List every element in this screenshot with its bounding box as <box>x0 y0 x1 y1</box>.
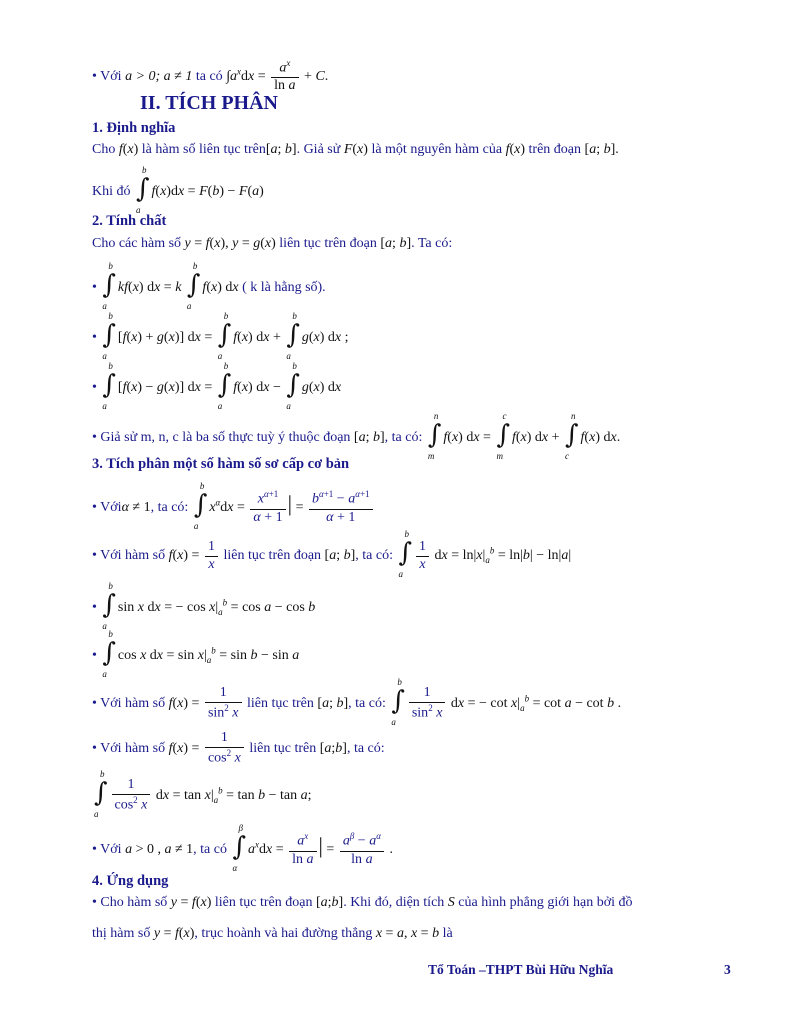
elementary-2: • Với hàm số f(x) = $\frac{1}{x}$ liên tục trên đoạn [a; b], ta có: b ∫ a $\frac{1}{x}$ dx = $\ln|x|_a^b = \ln|b| - \ln|a|$ <box>92 529 572 580</box>
elementary-ax: • Với a > 0 , a ≠ 1, ta có β ∫ α $a^xdx$ = $\frac{a^x}{\text{ln a}}$ | = $\frac{a^\beta - a^\alpha}{\text{ln a}}$ . <box>92 823 393 874</box>
el-text: , ta có: <box>348 696 386 712</box>
heading-applications: 4. Ứng dụng <box>92 873 169 889</box>
def-text: trên đoạn <box>528 142 582 157</box>
el-text: , ta có: <box>150 500 189 516</box>
definition-line: Cho f(x) là hàm số liên tục trên[a; b]. Giả sử F(x) là một nguyên hàm của f(x) trên đoạn [a; b]. <box>92 142 619 157</box>
prop-text: • Giả sử m, n, c là ba số thực tuỳ ý thuộc đoạn <box>92 430 351 446</box>
prop-note: ( k là hằng số). <box>242 280 326 296</box>
el-text: , ta có <box>193 842 227 858</box>
prop-text: Cho các hàm số <box>92 236 182 251</box>
def-text: là một nguyên hàm của <box>371 142 503 157</box>
property-1: • b ∫ a kf(x) dx = k b ∫ a f(x) dx ( k là hằng số). <box>92 261 326 312</box>
condition-text: a > 0; a ≠ 1 <box>125 68 193 84</box>
app-text: là <box>442 926 453 941</box>
el-text: • Với <box>92 500 122 516</box>
property-2: • b ∫ a [f(x) + g(x)] dx = b ∫ a f(x) dx + b ∫ a g(x) dx ; <box>92 311 349 362</box>
el-text: • Với hàm số <box>92 740 166 756</box>
def-text: Cho <box>92 142 116 157</box>
app-text: • Cho hàm số <box>92 895 168 910</box>
el-text: • Với <box>92 842 122 858</box>
prop-text: liên tục trên đoạn <box>279 236 377 251</box>
elementary-1: • Vớiα ≠ 1, ta có: b ∫ a $x^\alpha dx$ = $\frac{x^{\alpha+1}}{\alpha + 1}$ | = $\frac{b^{\alpha+1} - a^{\alpha+1}}{\alpha + 1}$ <box>92 488 375 528</box>
heading-properties: 2. Tính chất <box>92 213 167 229</box>
elementary-cos: • b ∫ a cos x dx = $\sin x|_a^b = \sin b - \sin a$ <box>92 629 300 680</box>
footer-school: Tổ Toán –THPT Bùi Hữu Nghĩa <box>428 962 614 977</box>
app-text: liên tục trên đoạn <box>214 895 313 910</box>
heading-elementary-integrals: 3. Tích phân một số hàm số sơ cấp cơ bản <box>92 456 350 472</box>
formula-line-ax <box>92 58 328 95</box>
prop-text: . Ta có: <box>411 236 453 251</box>
formula: $\int a^xdx$ = $\frac{a^x}{\text{ln a}}$ + C. <box>226 58 329 94</box>
elementary-sin2: • Với hàm số f(x) = $\frac{1}{\sin^2 x}$ liên tục trên [a; b], ta có: b ∫ a $\frac{1}{\sin^2 x}$ dx = − $\cot x|_a^b = \cot a - \cot b$ . <box>92 677 622 728</box>
el-text: • Với hàm số <box>92 548 166 564</box>
elementary-cos2-intro: • Với hàm số f(x) = $\frac{1}{\cos^2 x}$ liên tục trên [a;b], ta có: <box>92 730 385 766</box>
def-text: là hàm số liên tục trên <box>141 142 266 157</box>
def-text: . Giả sử <box>296 142 341 157</box>
application-line-2: thị hàm số y = f(x), trục hoành và hai đường thẳng x = a, x = b là <box>92 926 453 941</box>
properties-intro: Cho các hàm số y = f(x), y = g(x) liên tục trên đoạn [a; b]. Ta có: <box>92 236 453 251</box>
elementary-cos2-formula: b ∫ a $\frac{1}{\cos^2 x}$ dx = $\tan x|_a^b = \tan b - \tan a$; <box>94 769 312 820</box>
elementary-sin: • b ∫ a sin x dx = − $\cos x|_a^b = \cos a - \cos b$ <box>92 581 316 632</box>
app-text: , trục hoành và hai đường thẳng <box>194 926 373 941</box>
property-3: • b ∫ a [f(x) − g(x)] dx = b ∫ a f(x) dx − b ∫ a g(x) dx <box>92 361 342 412</box>
heading-definition: 1. Định nghĩa <box>92 120 176 136</box>
section-title: II. TÍCH PHÂN <box>140 92 278 114</box>
el-text: liên tục trên <box>247 696 314 712</box>
el-text: • Với hàm số <box>92 696 166 712</box>
definition-formula: Khi đó b ∫ a f(x)dx = F(b) − F(a) <box>92 165 264 216</box>
page-number: 3 <box>724 962 731 977</box>
app-text: của hình phẳng giới hạn bởi đồ <box>458 895 633 910</box>
el-text: liên tục trên đoạn <box>223 548 322 564</box>
app-text: thị hàm số <box>92 926 151 941</box>
prop-text: , ta có: <box>384 430 423 446</box>
application-line-1: • Cho hàm số y = f(x) liên tục trên đoạn [a;b]. Khi đó, diện tích S của hình phẳng giới hạn bởi đồ <box>92 895 633 910</box>
def-text: Khi đó <box>92 184 131 200</box>
el-text: , ta có: <box>346 740 385 756</box>
app-text: . Khi đó, diện tích <box>343 895 445 910</box>
el-text: liên tục trên <box>249 740 317 756</box>
property-4: • Giả sử m, n, c là ba số thực tuỳ ý thuộc đoạn [a; b], ta có: n ∫ m f(x) dx = c ∫ m f(x) dx + n ∫ c f(x) dx. <box>92 411 621 462</box>
el-text: , ta có: <box>355 548 393 564</box>
bullet-text: • Với <box>92 68 122 84</box>
bullet-mid: ta có <box>195 68 223 84</box>
